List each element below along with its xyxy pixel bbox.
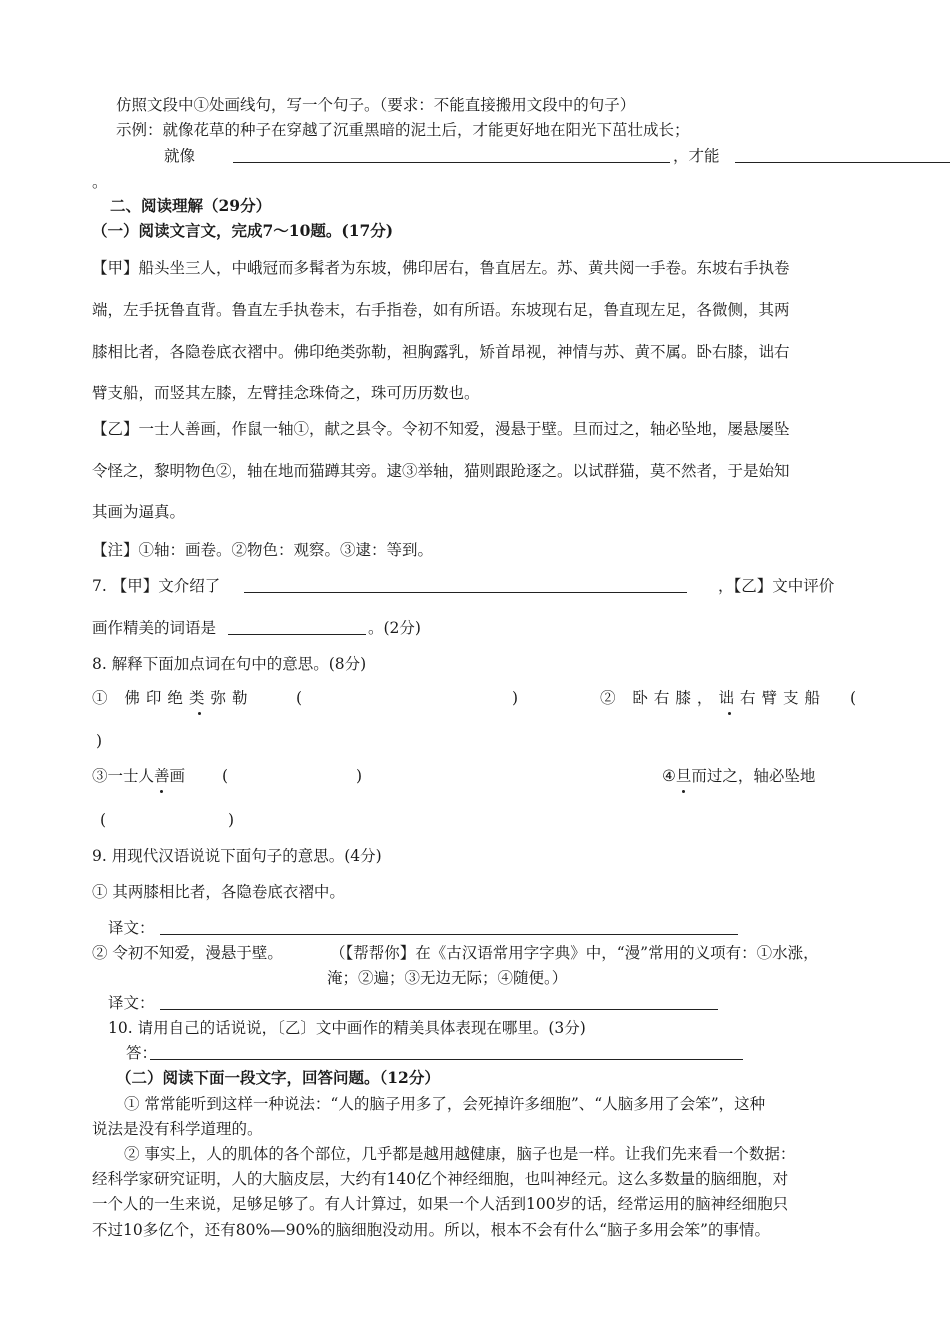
q9-translation-label-1: 译文： [108,919,155,937]
q8-item-4-paren-open: ( [100,811,107,829]
q6-answer-mid: ，才能 [673,147,720,165]
q8-item-1-paren-open: ( [296,689,303,707]
q6-blank-1[interactable] [233,146,670,163]
yi-line-1: 【乙】一士人善画，作鼠一轴①，献之县令。令初不知爱，漫悬于壁。旦而过之，轴必坠地，屡悬屡坠 [92,420,790,438]
q7-blank-2[interactable] [228,618,366,635]
p2-line-3: 一个人的一生来说，足够足够了。有人计算过，如果一个人活到100岁的话，经常运用的脑神经细胞只 [92,1195,789,1213]
q8-item-4-post: 而过之，轴必坠地 [691,767,816,785]
q9-sentence-1: ① 其两膝相比者，各隐卷底衣褶中。 [92,883,345,901]
annotation-note: 【注】①轴：画卷。②物色：观察。③逮：等到。 [92,541,434,559]
q8-item-2-dotted: 诎 [718,689,740,707]
q8-item-1-dotted: 类 [188,689,211,707]
q8-item-3-post: 画 [169,767,186,785]
q8-item-3-pre: ③一士人 [92,767,155,785]
q8-item-2-pre: ② 卧右膝， [600,689,719,707]
jia-line-3: 膝相比者，各隐卷底衣褶中。佛印绝类弥勒，袒胸露乳，矫首昂视，神情与苏、黄不属。卧右膝，诎右 [92,343,790,361]
q8-item-3 [92,766,185,786]
yi-line-2: 令怪之，黎明物色②，轴在地而猫蹲其旁。逮③举轴，猫则跟跄逐之。以试群猫，莫不然者，于是始知 [92,462,790,480]
q8-item-1-pre: ① 佛印绝 [92,689,189,707]
part2-title: （二）阅读下面一段文字，回答问题。（12分） [116,1068,440,1087]
p1-line-1: ① 常常能听到这样一种说法：“人的脑子用多了，会死掉许多细胞”、“人脑多用了会笨”，这种 [124,1095,766,1113]
q6-example: 示例：就像花草的种子在穿越了沉重黑暗的泥土后，才能更好地在阳光下茁壮成长； [116,121,690,139]
q8-item-2-post: 右臂支船 [739,689,826,707]
p1-line-2: 说法是没有科学道理的。 [92,1120,263,1138]
jia-line-4: 臂支船，而竖其左膝，左臂挂念珠倚之，珠可历历数也。 [92,384,480,402]
part1-title: （一）阅读文言文，完成7～10题。(17分) [92,221,394,240]
q9-translation-blank-1[interactable] [160,918,738,935]
q7-part1: 7. 【甲】文介绍了 [92,577,221,595]
q8-item-2 [600,688,826,708]
q9-translation-label-2: 译文： [108,994,155,1012]
p2-line-4: 不过10多亿个，还有80%—90%的脑细胞没动用。所以，根本不会有什么“脑子多用会笨”的事情。 [92,1221,770,1239]
q10-answer-blank[interactable] [150,1043,743,1060]
q8-item-4-paren-close[interactable]: ) [228,811,235,829]
q8-title: 8. 解释下面加点词在句中的意思。(8分) [92,655,367,673]
q8-item-4: ④旦而过之，轴必坠地 [662,767,816,785]
q8-item-2-paren-close[interactable]: ) [96,732,103,750]
q6-instruction: 仿照文段中①处画线句，写一个句子。（要求：不能直接搬用文段中的句子） [116,96,636,114]
q6-answer-end: 。 [92,173,108,191]
q7-part4: 。(2分) [368,619,421,637]
q6-answer-prefix: 就像 [164,147,196,165]
q8-item-3-dotted: 善 [154,767,170,785]
q9-sentence-2: ② 令初不知爱，漫悬于壁。 [92,944,283,962]
p2-line-2: 经科学家研究证明，人的大脑皮层，大约有140亿个神经细胞，也叫神经元。这么多数量的脑细胞，对 [92,1170,789,1188]
q9-help-line-2: 淹；②遍；③无边无际；④随便。） [327,969,568,987]
q8-item-3-paren-open: ( [222,767,229,785]
q6-answer-line [164,146,195,166]
yi-line-3: 其画为逼真。 [92,503,186,521]
q7-blank-1[interactable] [244,576,687,593]
q9-translation-blank-2[interactable] [160,993,718,1010]
q7-part3: 画作精美的词语是 [92,619,217,637]
q8-item-1 [92,688,253,708]
q8-item-2-paren-open: ( [850,689,857,707]
jia-line-1: 【甲】船头坐三人，中峨冠而多髯者为东坡，佛印居右，鲁直居左。苏、黄共阅一手卷。东坡右手执卷 [92,259,790,277]
q9-help-line-1: （【帮帮你】在《古汉语常用字字典》中，“漫”常用的义项有：①水涨， [330,944,819,962]
section2-title: 二、阅读理解（29分） [110,196,272,215]
p2-line-1: ② 事实上，人的肌体的各个部位，几乎都是越用越健康，脑子也是一样。让我们先来看一个数据： [124,1145,796,1163]
q9-title: 9. 用现代汉语说说下面句子的意思。(4分) [92,847,382,865]
q10-answer-label: 答： [126,1044,158,1062]
q8-item-3-paren-close[interactable]: ) [356,767,363,785]
jia-line-2: 端，左手抚鲁直背。鲁直左手执卷末，右手指卷，如有所语。东坡现右足，鲁直现左足，各微侧，其两 [92,301,790,319]
q10-title: 10. 请用自己的话说说，〔乙〕文中画作的精美具体表现在哪里。(3分) [108,1019,586,1037]
q7-part2: ，【乙】文中评价 [718,577,835,595]
q8-item-1-paren-close[interactable]: ) [512,689,519,707]
q8-item-1-post: 弥勒 [210,689,254,707]
q8-item-4-dotted: 旦 [675,767,692,785]
q6-blank-2[interactable] [735,146,950,163]
